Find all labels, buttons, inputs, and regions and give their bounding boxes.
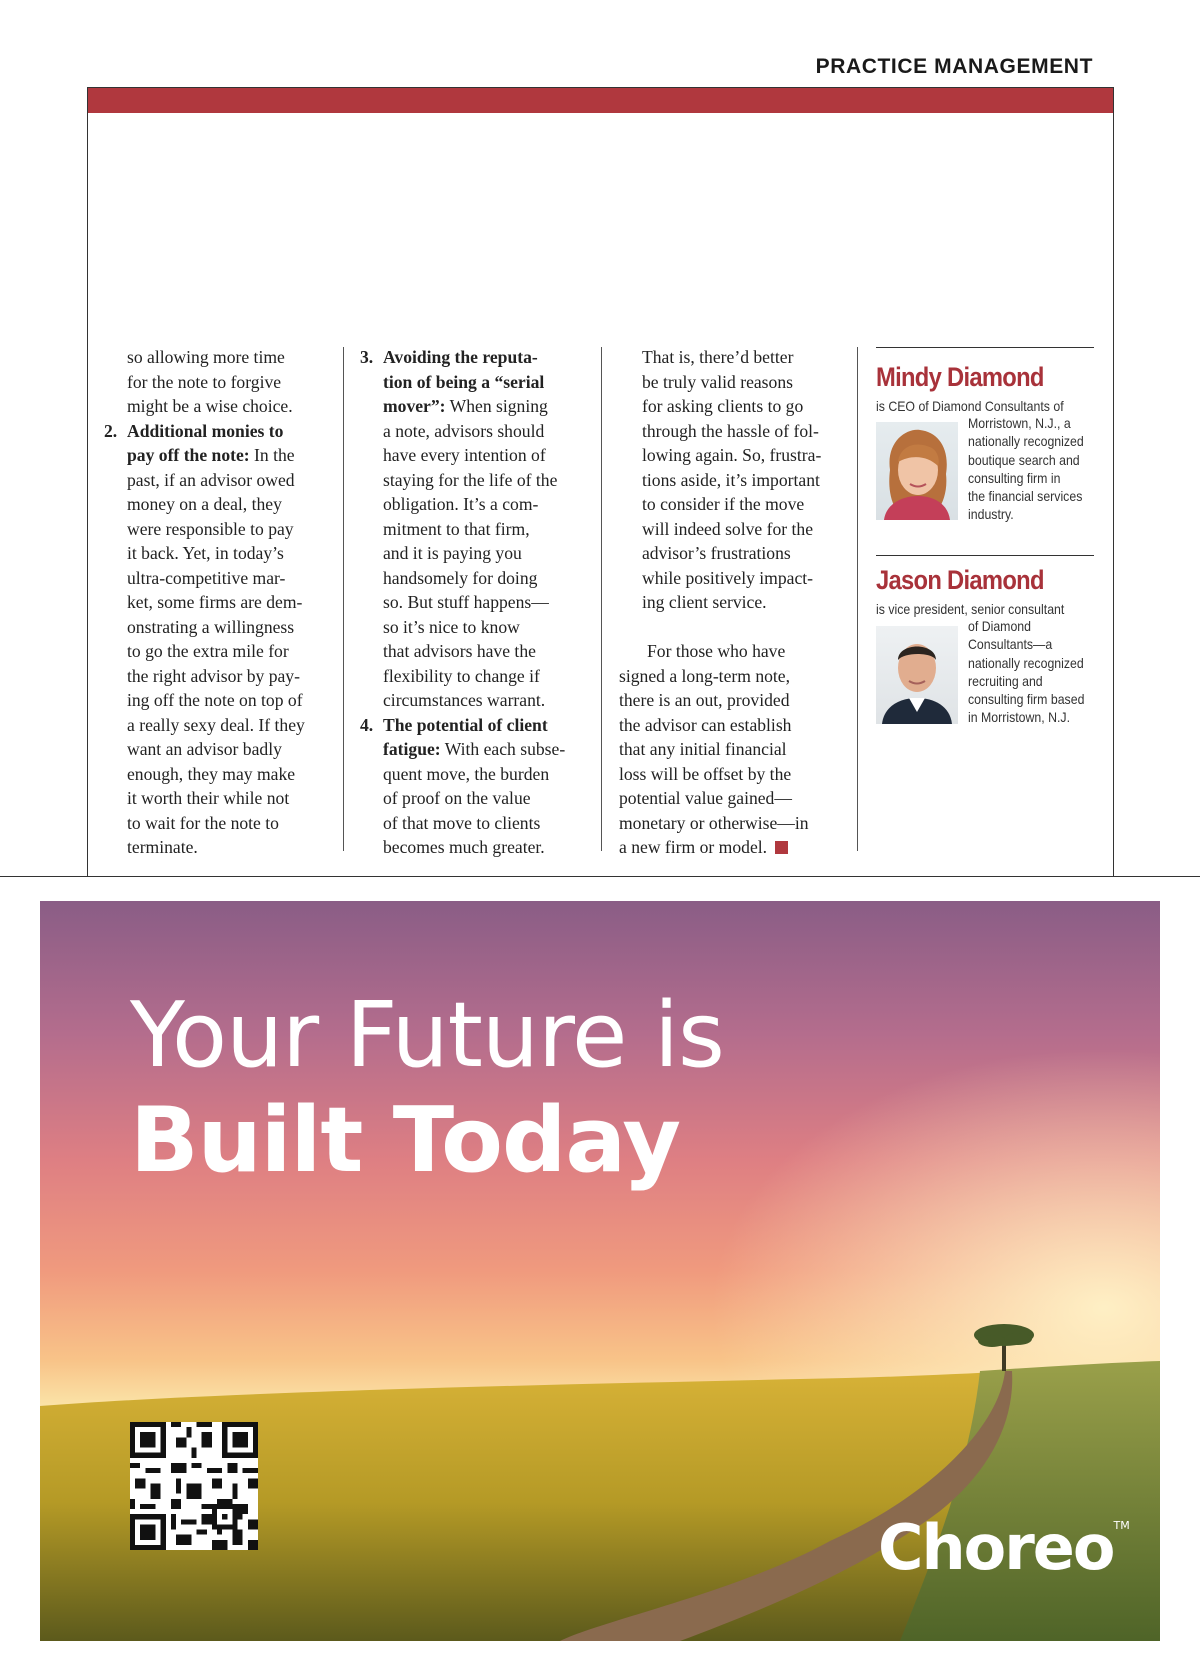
list-item-heading: Avoiding the reputa- xyxy=(383,347,538,367)
list-item-heading: The potential of client xyxy=(383,714,548,735)
list-item-heading: pay off the note: xyxy=(127,445,250,465)
author-name: Jason Diamond xyxy=(876,565,1044,595)
article-column-2 xyxy=(360,345,582,860)
bio-divider xyxy=(876,555,1094,556)
end-of-article-mark xyxy=(775,841,788,854)
author-name: Mindy Diamond xyxy=(876,362,1044,392)
author-photo xyxy=(876,626,958,724)
paragraph: For those who have signed a long-term note, there is an out, provided the advisor can establish that any initial financial loss will be offset by the potential value gained— monetary or otherwise—in a new firm or model. xyxy=(619,641,809,857)
section-label: PRACTICE MANAGEMENT xyxy=(815,55,1093,78)
list-item-2: 2. Additional monies to pay off the note: In the past, if an advisor owed money on a deal, they were responsible to pay it back. Yet, in today’s ultra-competitive mar- ket, some firms are dem- onstrating a willingness to go the extra mile for the right advisor by pay- ing off the note on top of a really sexy deal. If they want an advisor badly enough, they may make it worth their while not to wait for the note to terminate. xyxy=(104,419,324,860)
list-item-heading: Additional monies to xyxy=(127,420,284,441)
choreo-advertisement[interactable] xyxy=(40,901,1160,1641)
ad-headline-line-1: Your Future is xyxy=(130,983,724,1088)
ad-headline-line-2: Built Today xyxy=(130,1088,681,1193)
author-bio: Morristown, N.J., a nationally recognized boutique search and consulting firm in the financial services industry. xyxy=(968,415,1084,523)
section-color-band xyxy=(88,88,1113,113)
article-column-3 xyxy=(619,345,841,860)
page-divider xyxy=(0,876,1200,877)
list-item-3: 3. Avoiding the reputa- tion of being a “serial mover”: When signing a note, advisors should have every intention of staying for the life of the obligation. It’s a com- mitment to that firm, and it is paying you handsomely for doing so. But stuff happens— so it’s nice to know that advisors have the flexibility to change if circumstances warrant. xyxy=(360,345,582,713)
author-bio-lead: is CEO of Diamond Consultants of xyxy=(876,398,1064,414)
article-column-1 xyxy=(104,345,324,860)
paragraph: That is, there’d better be truly valid reasons for asking clients to go through the hassle of fol- lowing again. So, frustra- tions aside, it’s important to consider if the move will indeed solve for the advisor’s frustrations while positively impact- ing client service. xyxy=(642,347,822,612)
list-number: 4. xyxy=(360,714,374,735)
list-item-heading: fatigue: xyxy=(383,739,441,759)
column-divider xyxy=(857,347,858,851)
list-number: 3. xyxy=(360,347,374,367)
column-divider xyxy=(343,347,344,851)
choreo-logo: Choreo™ xyxy=(878,1511,1130,1584)
author-bio-lead: is vice president, senior consultant xyxy=(876,601,1065,617)
continued-paragraph: so allowing more time for the note to forgive might be a wise choice. xyxy=(127,347,293,416)
author-photo xyxy=(876,422,958,520)
list-item-4: 4. The potential of client fatigue: With each subse- quent move, the burden of proof on the value of that move to clients becomes much greater. xyxy=(360,713,582,860)
author-bio: of Diamond Consultants—a nationally recognized recruiting and consulting firm based in Morristown, N.J. xyxy=(968,618,1085,726)
list-item-heading: tion of being a “serial xyxy=(383,371,545,392)
list-item-heading: mover”: xyxy=(383,396,446,416)
column-divider xyxy=(601,347,602,851)
list-number: 2. xyxy=(104,420,118,441)
bio-divider xyxy=(876,347,1094,348)
qr-code[interactable] xyxy=(130,1422,258,1550)
